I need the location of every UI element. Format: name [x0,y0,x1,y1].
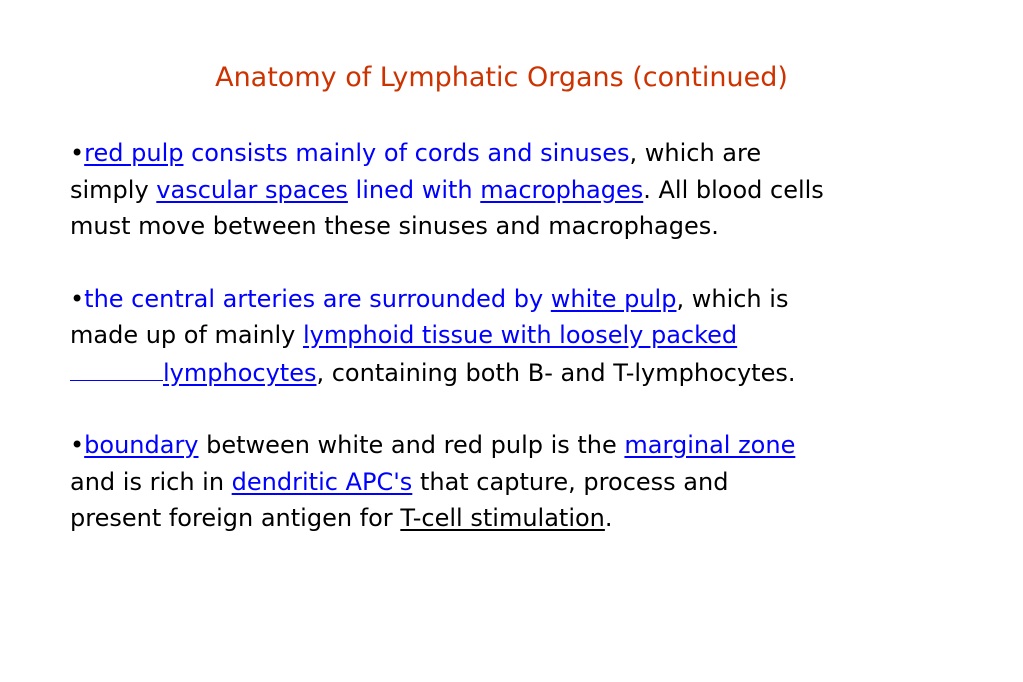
text: simply [70,175,157,204]
term-red-pulp: red pulp [84,139,184,167]
bullet-paragraph-red-pulp [70,135,970,245]
text: that capture, process and [412,467,729,496]
slide-title: Anatomy of Lymphatic Organs (continued) [215,62,788,93]
text: , containing both B- and T-lymphocytes. [316,358,796,387]
text: . [604,504,613,532]
bullet-paragraph-white-pulp [70,281,970,392]
text: made up of mainly [70,321,304,349]
bullet-mark: • [70,139,85,167]
term-white-pulp: white pulp [550,284,677,313]
text: and is rich in [70,467,232,496]
bullet-mark: • [70,284,85,313]
text: , which is [676,284,789,313]
term-boundary: boundary [84,431,199,459]
line: must move between these sinuses and macrophages. [70,212,719,240]
underline-lead [70,354,163,381]
line [70,464,970,501]
term-t-cell-stimulation: T-cell stimulation [400,504,605,532]
term-vascular-spaces: vascular spaces [156,175,348,204]
bullet-paragraph-marginal-zone [70,427,970,537]
line [70,354,970,392]
bullet-mark: • [70,431,85,459]
term-dendritic-apcs: dendritic APC's [231,467,413,496]
line [70,135,970,172]
text-highlight: consists mainly of cords and sinuses [183,139,630,167]
text-highlight: lined with [347,175,481,204]
text: present foreign antigen for [70,504,401,532]
text-highlight: the central arteries are surrounded by [84,284,551,313]
text: . All blood cells [643,175,824,204]
line [70,281,970,318]
slide-body [70,135,970,573]
line [70,427,970,464]
line [70,317,970,354]
text: , which are [629,139,762,167]
line [70,500,970,537]
term-lymphoid-tissue: lymphoid tissue with loosely packed [303,321,738,349]
term-lymphocytes: lymphocytes [163,358,317,387]
term-macrophages: macrophages [480,175,644,204]
line [70,172,970,209]
term-marginal-zone: marginal zone [624,431,796,459]
text: between white and red pulp is the [198,431,625,459]
